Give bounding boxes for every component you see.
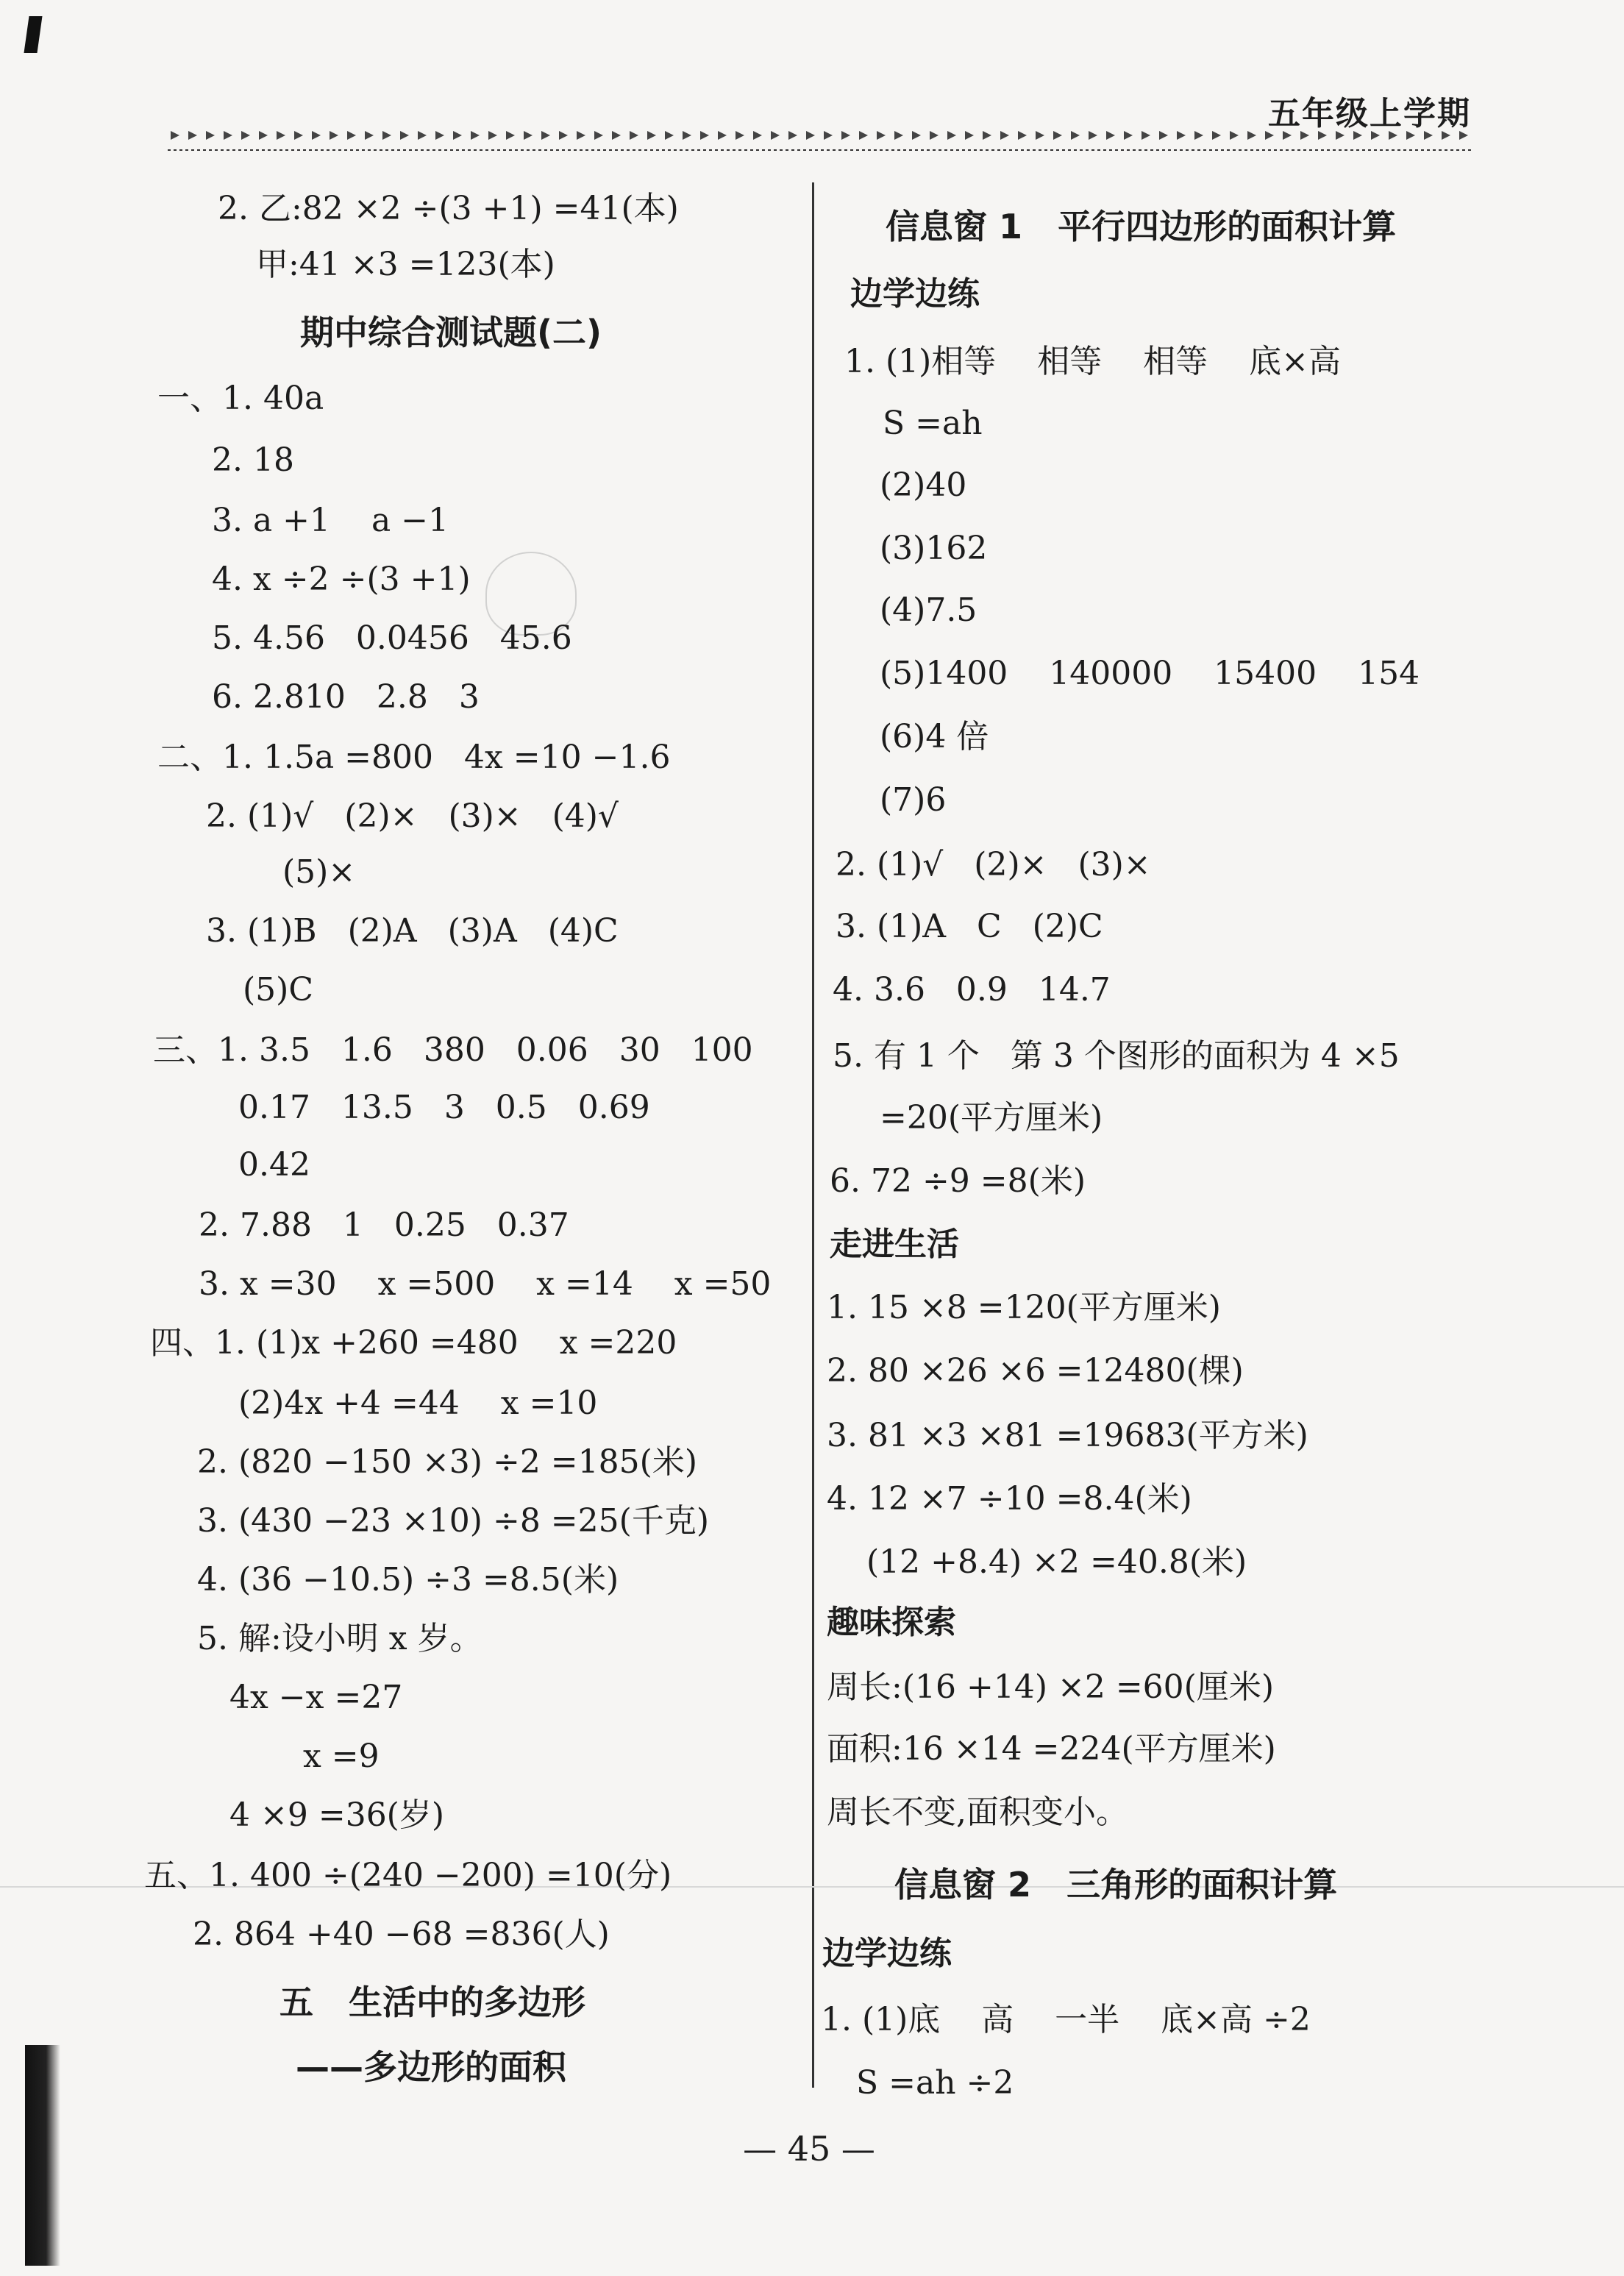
answer-line: 0.17 13.5 3 0.5 0.69	[238, 1089, 650, 1126]
arrow-ornament-icon	[594, 131, 603, 140]
answer-line: (5)×	[282, 853, 356, 891]
arrow-ornament-icon	[1089, 131, 1097, 140]
arrow-ornament-icon	[206, 131, 215, 140]
arrow-ornament-icon	[1406, 131, 1415, 140]
arrow-ornament-icon	[947, 131, 956, 140]
arrow-ornament-icon	[524, 131, 533, 140]
edge-shadow	[25, 2045, 60, 2266]
arrow-ornament-icon	[1177, 131, 1186, 140]
arrow-ornament-icon	[559, 131, 568, 140]
subsection-heading: 边学边练	[850, 275, 980, 313]
arrow-ornament-icon	[382, 131, 391, 140]
answer-line: (2)40	[880, 466, 967, 504]
answer-line: 四、1. (1)x +260 =480 x =220	[150, 1324, 677, 1362]
answer-line: 二、1. 1.5a =800 4x =10 −1.6	[157, 739, 671, 776]
answer-line: 一、1. 40a	[157, 380, 324, 417]
answer-line: (12 +8.4) ×2 =40.8(米)	[866, 1543, 1247, 1581]
arrow-ornament-icon	[718, 131, 727, 140]
answer-line: (3)162	[880, 530, 988, 567]
answer-line: S =ah ÷2	[856, 2064, 1014, 2102]
arrow-ornament-icon	[1459, 131, 1468, 140]
arrow-ornament-icon	[1142, 131, 1150, 140]
answer-line: 0.42	[238, 1146, 310, 1184]
arrow-ornament-icon	[983, 131, 991, 140]
arrow-ornament-icon	[965, 131, 974, 140]
answer-line: 1. (1)底 高 一半 底×高 ÷2	[821, 2001, 1311, 2038]
arrow-ornament-icon	[259, 131, 268, 140]
arrow-ornament-icon	[877, 131, 886, 140]
answer-line: =20(平方厘米)	[880, 1099, 1103, 1137]
answer-line: 4. 3.6 0.9 14.7	[833, 971, 1111, 1009]
arrow-ornament-icon	[1318, 131, 1327, 140]
answer-line: 4. x ÷2 ÷(3 +1)	[212, 561, 471, 598]
arrow-ornament-icon	[894, 131, 903, 140]
arrow-ornament-icon	[541, 131, 550, 140]
answer-line: (6)4 倍	[880, 718, 989, 755]
arrow-ornament-icon	[1247, 131, 1256, 140]
answer-line: 甲:41 ×3 =123(本)	[256, 246, 555, 283]
arrow-ornament-icon	[700, 131, 709, 140]
subsection-heading: 走进生活	[830, 1226, 959, 1263]
section-heading: 信息窗 2 三角形的面积计算	[894, 1865, 1338, 1905]
arrow-ornament-icon	[1018, 131, 1027, 140]
answer-line: 面积:16 ×14 =224(平方厘米)	[827, 1730, 1276, 1768]
arrow-ornament-icon	[1353, 131, 1362, 140]
arrow-ornament-icon	[171, 131, 179, 140]
arrow-ornament-icon	[930, 131, 939, 140]
answer-line: 三、1. 3.5 1.6 380 0.06 30 100	[153, 1031, 753, 1069]
arrow-ornament-icon	[824, 131, 833, 140]
arrow-ornament-icon	[771, 131, 780, 140]
answer-line: 3. 81 ×3 ×81 =19683(平方米)	[827, 1417, 1308, 1454]
answer-line: 3. (430 −23 ×10) ÷8 =25(千克)	[197, 1502, 709, 1540]
answer-line: 4. 12 ×7 ÷10 =8.4(米)	[827, 1480, 1192, 1518]
answer-line: 5. 解:设小明 x 岁。	[197, 1620, 482, 1657]
answer-line: (4)7.5	[880, 591, 977, 629]
answer-line: 五、1. 400 ÷(240 −200) =10(分)	[144, 1857, 672, 1894]
answer-line: (7)6	[880, 781, 947, 819]
answer-line: 周长:(16 +14) ×2 =60(厘米)	[827, 1668, 1275, 1706]
answer-line: 5. 4.56 0.0456 45.6	[212, 619, 572, 657]
answer-line: 3. (1)A C (2)C	[836, 908, 1103, 945]
answer-line: 2. 864 +40 −68 =836(人)	[193, 1916, 610, 1953]
answer-line: 3. (1)B (2)A (3)A (4)C	[206, 912, 619, 950]
chapter-heading: 五 生活中的多边形	[279, 1982, 586, 2022]
arrow-ornament-icon	[1212, 131, 1221, 140]
arrow-ornament-icon	[418, 131, 427, 140]
arrow-ornament-icon	[1424, 131, 1433, 140]
arrow-ornament-icon	[612, 131, 621, 140]
answer-line: 4x −x =27	[229, 1679, 403, 1716]
arrow-ornament-icon	[312, 131, 321, 140]
arrow-ornament-icon	[506, 131, 515, 140]
arrow-ornament-icon	[577, 131, 585, 140]
answer-line: x =9	[303, 1738, 380, 1775]
answer-line: 6. 2.810 2.8 3	[212, 678, 480, 716]
arrow-ornament-icon	[912, 131, 921, 140]
answer-line: S =ah	[883, 405, 983, 442]
answer-line: 周长不变,面积变小。	[827, 1793, 1128, 1831]
answer-line: 2. 乙:82 ×2 ÷(3 +1) =41(本)	[218, 190, 679, 227]
arrow-ornament-icon	[1389, 131, 1397, 140]
answer-line: 3. x =30 x =500 x =14 x =50	[199, 1265, 772, 1303]
arrow-ornament-icon	[488, 131, 497, 140]
arrow-ornament-icon	[224, 131, 232, 140]
answer-line: 3. a +1 a −1	[212, 502, 449, 539]
page-number: — 45 —	[743, 2129, 875, 2169]
answer-line: 2. 80 ×26 ×6 =12480(棵)	[827, 1352, 1244, 1390]
arrow-ornament-icon	[1036, 131, 1044, 140]
arrow-ornament-icon	[1106, 131, 1115, 140]
chapter-subheading: ——多边形的面积	[296, 2047, 566, 2087]
arrow-ornament-icon	[471, 131, 480, 140]
answer-line: 4 ×9 =36(岁)	[229, 1796, 445, 1834]
arrow-ornament-icon	[294, 131, 303, 140]
arrow-ornament-icon	[400, 131, 409, 140]
answer-line: 1. 15 ×8 =120(平方厘米)	[827, 1289, 1221, 1326]
answer-line: 1. (1)相等 相等 相等 底×高	[844, 343, 1341, 380]
arrow-ornament-icon	[277, 131, 285, 140]
arrow-ornament-icon	[1442, 131, 1450, 140]
arrow-ornament-icon	[1283, 131, 1292, 140]
arrow-ornament-icon	[1265, 131, 1274, 140]
answer-line: (2)4x +4 =44 x =10	[238, 1384, 598, 1422]
corner-mark	[24, 16, 42, 53]
arrow-ornament-icon	[1300, 131, 1309, 140]
arrow-ornament-icon	[788, 131, 797, 140]
arrow-ornament-icon	[1000, 131, 1009, 140]
arrow-ornament-icon	[753, 131, 762, 140]
arrow-ornament-icon	[859, 131, 868, 140]
arrow-ornament-icon	[1230, 131, 1239, 140]
arrow-ornament-icon	[1124, 131, 1133, 140]
arrow-ornament-icon	[188, 131, 197, 140]
column-divider	[812, 182, 814, 2088]
arrow-ornament-icon	[806, 131, 815, 140]
answer-line: (5)C	[243, 971, 313, 1009]
arrow-ornament-icon	[1336, 131, 1345, 140]
arrow-ornament-icon	[435, 131, 444, 140]
answer-line: 4. (36 −10.5) ÷3 =8.5(米)	[197, 1561, 619, 1598]
arrow-ornament-icon	[1071, 131, 1080, 140]
answer-line: 2. 7.88 1 0.25 0.37	[199, 1206, 569, 1244]
arrow-ornament-icon	[647, 131, 656, 140]
arrow-ornament-icon	[1159, 131, 1168, 140]
arrow-ornament-icon	[841, 131, 850, 140]
answer-line: 2. 18	[212, 441, 294, 479]
arrow-ornament-icon	[665, 131, 674, 140]
arrow-ornament-icon	[630, 131, 638, 140]
arrow-ornament-icon	[1194, 131, 1203, 140]
arrow-ornament-icon	[453, 131, 462, 140]
header-arrow-rule	[168, 125, 1473, 154]
subsection-heading: 边学边练	[822, 1935, 952, 1972]
subsection-heading: 趣味探索	[827, 1604, 956, 1641]
arrow-ornament-icon	[347, 131, 356, 140]
arrow-ornament-icon	[736, 131, 744, 140]
arrow-ornament-icon	[1053, 131, 1062, 140]
arrow-ornament-icon	[365, 131, 374, 140]
header-title: 五年级上学期	[1268, 95, 1471, 132]
answer-line: 2. (820 −150 ×3) ÷2 =185(米)	[197, 1443, 697, 1481]
answer-line: (5)1400 140000 15400 154	[880, 655, 1420, 692]
arrow-ornament-icon	[330, 131, 338, 140]
answer-line: 5. 有 1 个 第 3 个图形的面积为 4 ×5	[833, 1037, 1400, 1075]
answer-line: 2. (1)√ (2)× (3)× (4)√	[206, 797, 619, 835]
arrow-ornament-icon	[1371, 131, 1380, 140]
arrow-ornament-icon	[683, 131, 691, 140]
section-heading: 期中综合测试题(二)	[300, 313, 602, 352]
answer-line: 6. 72 ÷9 =8(米)	[830, 1162, 1086, 1200]
answer-line: 2. (1)√ (2)× (3)×	[836, 846, 1151, 883]
arrow-ornament-icon	[241, 131, 250, 140]
section-heading: 信息窗 1 平行四边形的面积计算	[886, 207, 1397, 246]
